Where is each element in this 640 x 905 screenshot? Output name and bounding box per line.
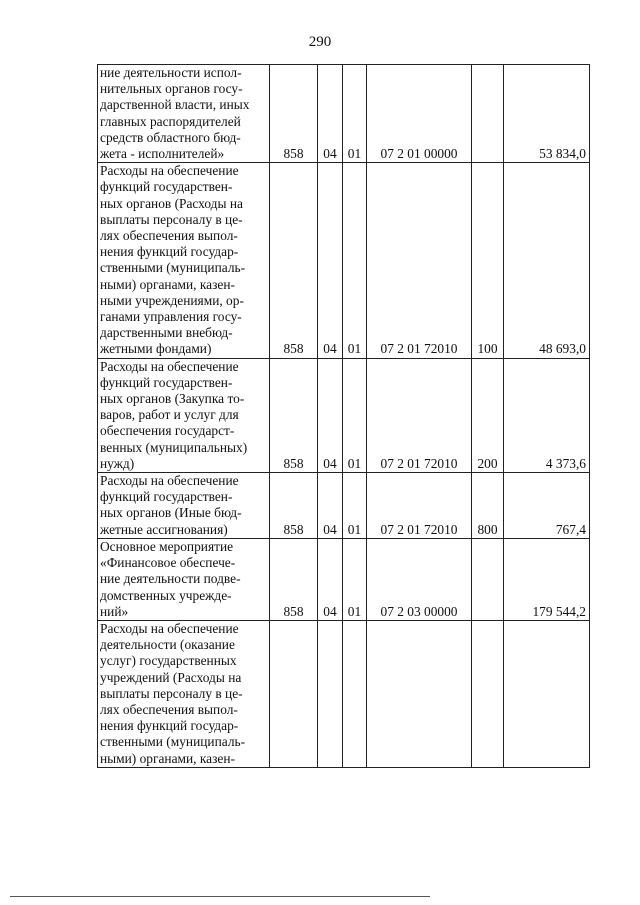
- subsection-code: 01: [343, 65, 367, 163]
- target-article-code: 07 2 01 72010: [367, 163, 472, 358]
- ministry-code: [270, 620, 318, 767]
- section-code: 04: [318, 163, 343, 358]
- amount: 179 544,2: [504, 538, 590, 620]
- ministry-code: 858: [270, 163, 318, 358]
- ministry-code: 858: [270, 473, 318, 539]
- subsection-code: 01: [343, 538, 367, 620]
- page-number: 290: [308, 34, 332, 50]
- target-article-code: 07 2 01 72010: [367, 473, 472, 539]
- row-description: Расходы на обеспечение деятельности (оказание услуг) государственных учреждений (Расходы на выплаты персоналу в це- лях обеспечения выпол- нения функций государ- ственными (муниципаль- ными) органами, казен-: [98, 620, 270, 767]
- table-row: [98, 620, 590, 767]
- ministry-code: 858: [270, 65, 318, 163]
- target-article-code: [367, 620, 472, 767]
- table-row: [98, 65, 590, 163]
- row-description: Расходы на обеспечение функций государствен- ных органов (Иные бюд- жетные ассигнования): [98, 473, 270, 539]
- expense-type-code: 800: [472, 473, 504, 539]
- expense-type-code: 100: [472, 163, 504, 358]
- row-description: Расходы на обеспечение функций государствен- ных органов (Расходы на выплаты персоналу в це- лях обеспечения выпол- нения функций государ- ственными (муниципаль- ными) органами, казен- ными учреждениями, ор- ганами управления госу- дарственными внебюд- жетными фондами): [98, 163, 270, 358]
- section-code: [318, 620, 343, 767]
- expense-type-code: 200: [472, 358, 504, 472]
- amount: 4 373,6: [504, 358, 590, 472]
- row-description: Расходы на обеспечение функций государствен- ных органов (Закупка то- варов, работ и услуг для обеспечения государст- венных (муниципальных) нужд): [98, 358, 270, 472]
- subsection-code: 01: [343, 473, 367, 539]
- row-description: Основное мероприятие «Финансовое обеспече- ние деятельности подве- домственных учрежде- ний»: [98, 538, 270, 620]
- ministry-code: 858: [270, 538, 318, 620]
- amount: 48 693,0: [504, 163, 590, 358]
- target-article-code: 07 2 03 00000: [367, 538, 472, 620]
- expense-type-code: [472, 65, 504, 163]
- subsection-code: [343, 620, 367, 767]
- amount: [504, 620, 590, 767]
- section-code: 04: [318, 473, 343, 539]
- amount: 53 834,0: [504, 65, 590, 163]
- expense-type-code: [472, 538, 504, 620]
- table-row: [98, 358, 590, 472]
- target-article-code: 07 2 01 72010: [367, 358, 472, 472]
- subsection-code: 01: [343, 358, 367, 472]
- section-code: 04: [318, 65, 343, 163]
- expense-type-code: [472, 620, 504, 767]
- row-description: ние деятельности испол- нительных органов госу- дарственной власти, иных главных распорядителей средств областного бюд- жета - исполнителей»: [98, 65, 270, 163]
- table-row: [98, 538, 590, 620]
- ministry-code: 858: [270, 358, 318, 472]
- section-code: 04: [318, 538, 343, 620]
- target-article-code: 07 2 01 00000: [367, 65, 472, 163]
- section-code: 04: [318, 358, 343, 472]
- budget-table: [97, 64, 590, 768]
- amount: 767,4: [504, 473, 590, 539]
- table-row: [98, 163, 590, 358]
- table-row: [98, 473, 590, 539]
- footer-divider: [10, 896, 430, 897]
- table-body: [98, 65, 590, 768]
- subsection-code: 01: [343, 163, 367, 358]
